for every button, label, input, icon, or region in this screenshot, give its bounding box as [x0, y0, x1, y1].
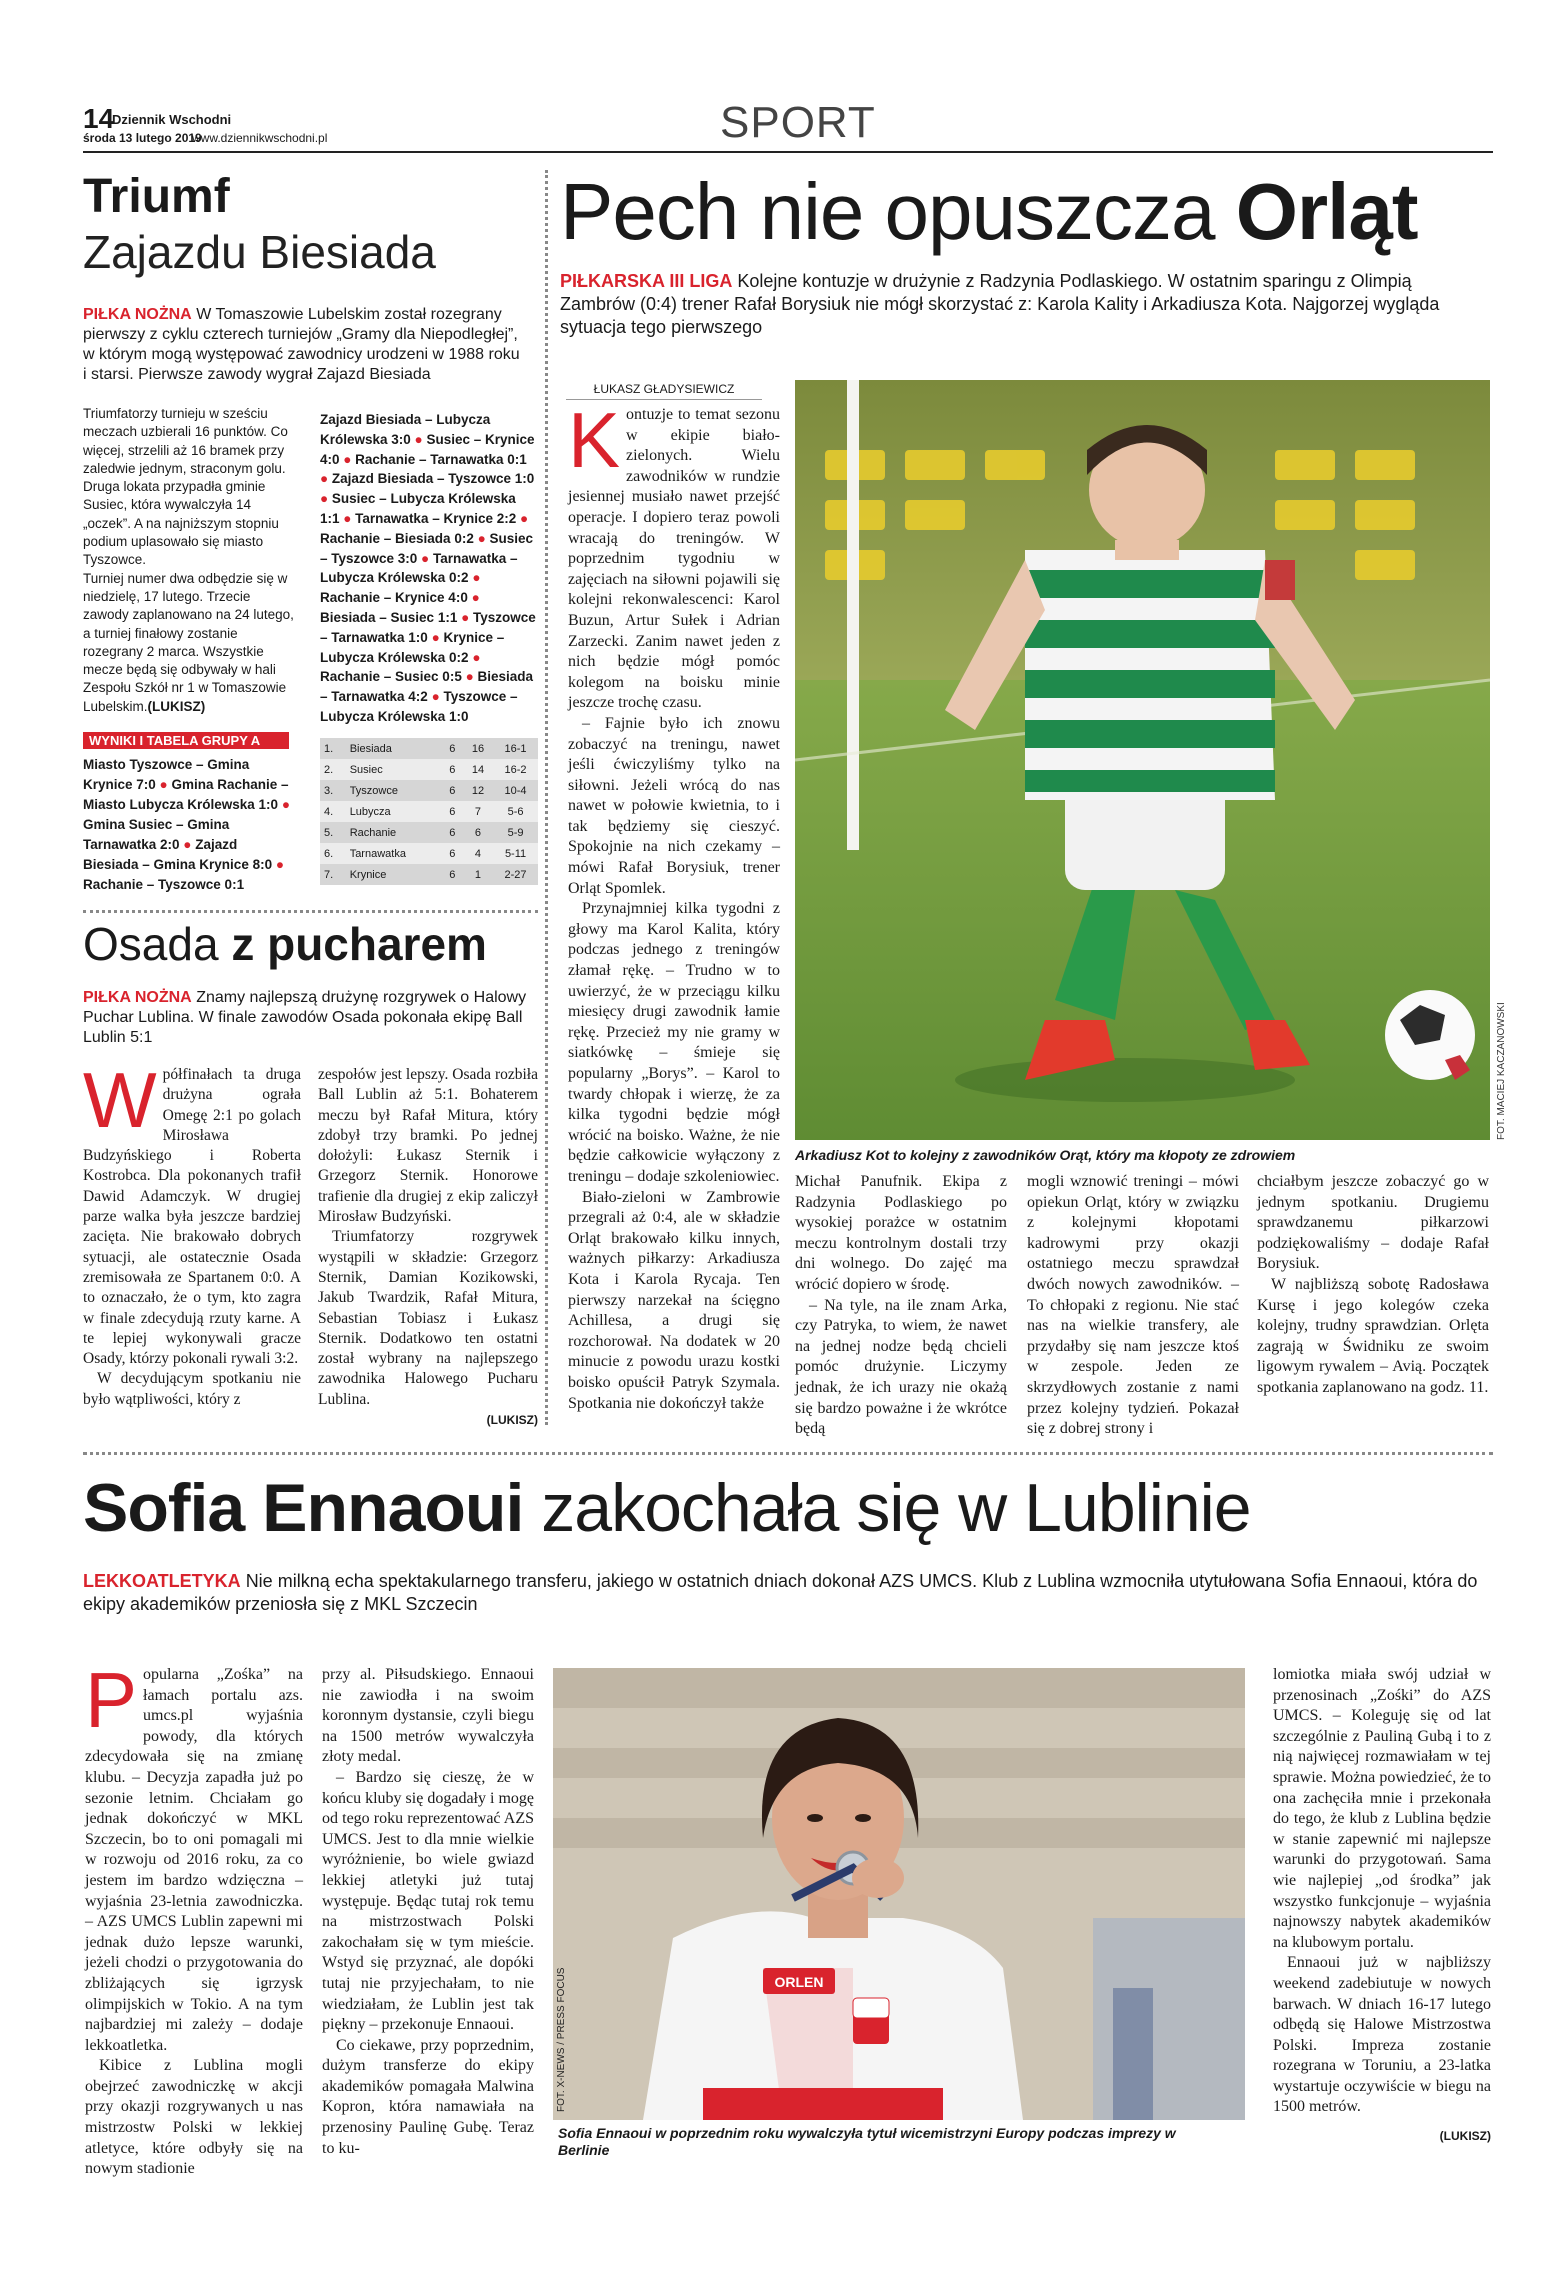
table-cell: 6 — [463, 822, 493, 843]
result-separator-dot: ● — [339, 510, 356, 526]
table-row — [320, 780, 538, 801]
sofia-title-bold: Sofia Ennaoui — [83, 1470, 524, 1546]
sofia-tag: LEKKOATLETYKA — [83, 1571, 241, 1591]
osada-lead-text: Znamy najlepszą drużynę rozgrywek o Halowy Puchar Lublina. W finale zawodów Osada pokonała ekipę Ball Lublin 5:1 — [83, 989, 527, 1046]
result-entry: Miasto Tyszowce – Gmina Krynice 7:0 — [83, 757, 250, 792]
orlat-lead-text: Kolejne kontuzje w drużynie z Radzynia Podlaskiego. W ostatnim sparingu z Olimpią Zambrów (0:4) trener Rafał Borysiuk nie mógł skorzystać z: Karola Kality i Arkadiusza Kota. Najgorzej wygląda sytuacja tego pierwszego — [560, 271, 1440, 337]
table-cell: 14 — [463, 759, 493, 780]
result-entry: Krynice – Lubycza Królewska 0:2 — [320, 629, 505, 665]
sofia-col2 — [322, 1665, 534, 2159]
table-cell: 3. — [320, 780, 346, 801]
result-entry: Zajazd Biesiada – Tyszowce 1:0 — [331, 471, 535, 487]
osada-col2 — [318, 1065, 538, 1430]
table-cell: 6 — [442, 864, 463, 885]
result-separator-dot: ● — [410, 431, 427, 447]
table-cell: 16-2 — [493, 759, 538, 780]
table-cell: 16 — [463, 738, 493, 759]
sofia-photo — [553, 1668, 1245, 2120]
table-row — [320, 759, 538, 780]
header-rule — [83, 151, 1493, 153]
result-entry: Gmina Susiec – Gmina Tarnawatka 2:0 — [83, 817, 230, 852]
jersey-orlen-text: ORLEN — [774, 1974, 824, 1990]
table-row — [320, 801, 538, 822]
table-cell: 7 — [463, 801, 493, 822]
table-cell: Tarnawatka — [346, 843, 442, 864]
orlat-headline — [560, 164, 1417, 260]
triumf-signature: (LUKISZ) — [147, 698, 206, 714]
table-cell: 12 — [463, 780, 493, 801]
osada-col1-p2: W decydującym spotkaniu nie było wątpliwości, który z — [83, 1370, 301, 1408]
result-separator-dot: ● — [417, 550, 433, 566]
result-separator-dot: ● — [461, 669, 478, 685]
paper-name: Dziennik Wschodni — [112, 112, 232, 127]
triumf-tag: PIŁKA NOŻNA — [83, 306, 192, 323]
orlat-col3 — [1027, 1172, 1239, 1440]
result-entry: Tyszowce – Tarnawatka 1:0 — [320, 609, 536, 645]
table-cell: 16-1 — [493, 738, 538, 759]
orlat-col1 — [568, 396, 780, 1414]
table-cell: Tyszowce — [346, 780, 442, 801]
orlat-author: ŁUKASZ GŁADYSIEWICZ — [566, 382, 762, 400]
sofia-col3 — [1273, 1665, 1491, 2147]
football-photo — [795, 380, 1490, 1140]
divider-triumf-osada — [83, 910, 538, 913]
table-cell: 2. — [320, 759, 346, 780]
table-row — [320, 843, 538, 864]
table-cell: Biesiada — [346, 738, 442, 759]
table-cell: 6 — [442, 780, 463, 801]
orlat-col1-p4: Biało-zieloni w Zambrowie przegrali aż 0:4, ale w składzie Orląt brakowało kilku innych, ważnych piłkarzy: Arkadiusza Kota i Karola Rycaja. Ten pierwszy narzekał na ścięgno Achillesa, a drugi się rozchorował. Na dodatek w 20 minucie z powodu urazu kostki boisko opuścił Patryk Szymala. Spotkania nie dokończył także — [568, 1188, 780, 1412]
orlat-col4-p1: chciałbym jeszcze zobaczyć go w jednym spotkaniu. Drugiemu sprawdzanemu piłkarzowi podziękowaliśmy – dodaje Rafał Borysiuk. — [1257, 1173, 1489, 1273]
sofia-lead — [83, 1570, 1493, 1616]
table-cell: 10-4 — [493, 780, 538, 801]
triumf-title-light: Zajazdu Biesiada — [83, 226, 436, 278]
orlat-col2-p1: Michał Panufnik. Ekipa z Radzynia Podlaskiego po wysokiej porażce w ostatnim meczu kontrolnym dostali trzy dni wolnego. Do zajęć ma wrócić dopiero w środę. — [795, 1173, 1007, 1293]
osada-lead — [83, 988, 533, 1048]
result-separator-dot: ● — [468, 649, 481, 665]
result-separator-dot: ● — [468, 570, 481, 586]
result-entry: Rachanie – Tyszowce 0:1 — [83, 877, 245, 892]
orlat-tag: PIŁKARSKA III LIGA — [560, 271, 733, 291]
osada-col1 — [83, 1056, 301, 1410]
osada-col1-p1 — [83, 1056, 301, 1369]
result-separator-dot: ● — [155, 777, 172, 792]
osada-signature: (LUKISZ) — [486, 1413, 538, 1428]
table-cell: 6 — [442, 759, 463, 780]
sofia-col1-p2: Kibice z Lublina mogli obejrzeć zawodniczkę w akcji przy okazji rozgrywanych u nas mistrzostw Polski w lekkiej atletyce, które odbyły się na nowym stadionie — [85, 2057, 303, 2178]
result-entry: Tyszowce – Lubycza Królewska 1:0 — [320, 689, 518, 724]
result-separator-dot: ● — [339, 451, 356, 467]
osada-title-light: Osada — [83, 918, 219, 970]
table-cell: 6 — [442, 738, 463, 759]
sofia-photo-art — [553, 1668, 1245, 2120]
sofia-col2-p1: przy al. Piłsudskiego. Ennaoui nie zawiodła i na swoim koronnym dystansie, czyli biegu na 1500 metrów wywalczyła złoty medal. — [322, 1666, 534, 1766]
result-entry: Susiec – Krynice 4:0 — [320, 431, 535, 467]
table-cell: Lubycza — [346, 801, 442, 822]
table-cell: 5-6 — [493, 801, 538, 822]
osada-col2-p1: zespołów jest lepszy. Osada rozbiła Ball Lublin aż 5:1. Bohaterem meczu był Rafał Mitura, który zdobył trzy bramki. Po jednej dołożyli: Łukasz Sternik i Grzegorz Sternik. Honorowe trafienie dla drugiej z ekip zaliczył Mirosław Budzyński. — [318, 1066, 538, 1226]
orlat-col4 — [1257, 1172, 1489, 1399]
result-entry: Tarnawatka – Lubycza Królewska 0:2 — [320, 550, 518, 586]
sofia-col2-p3: Co ciekawe, przy poprzednim, dużym transferze do ekipy akademików pomagała Malwina Kopron, która namawiała na przenosiny Paulinę Gubę. Teraz to ku- — [322, 2036, 534, 2157]
sofia-col1-p1 — [85, 1656, 303, 2056]
sofia-title-light: zakochała się w Lublinie — [541, 1470, 1251, 1546]
result-separator-dot: ● — [272, 857, 284, 872]
result-separator-dot: ● — [467, 590, 480, 606]
table-cell: 7. — [320, 864, 346, 885]
orlat-col4-p2: W najbliższą sobotę Radosława Kursę i jego kolegów czeka kolejny, trudny sprawdzian. Orlęta zagrają w Świdniku ze swoim ligowym rywalem – Avią. Początek spotkania zaplanowano na godz. 11. — [1257, 1275, 1489, 1396]
orlat-col1-p1-text: ontuzje to temat sezonu w ekipie biało-zielonych. Wielu zawodników w rundzie jesiennej musiało nawet przejść operacje. I dopiero teraz powoli wracają do treningów. W poprzednim tygodniu w zajęciach na siłowni pojawili się kolejni rekonwalescenci: Karol Buzun, Artur Sułek i Adrian Zarzecki. Zanim nawet jeden z nich będzie mógł pomóc kolegom na boisku minie jeszcze trochę czasu. — [568, 406, 780, 712]
result-entry: Susiec – Tyszowce 3:0 — [320, 530, 534, 566]
result-entry: Rachanie – Biesiada 0:2 — [320, 530, 474, 546]
osada-headline — [83, 916, 487, 972]
sofia-dropcap: P — [85, 1656, 138, 1744]
table-row — [320, 738, 538, 759]
triumf-body — [83, 405, 295, 716]
orlat-col2-p2: – Na tyle, na ile znam Arka, czy Patryka, to wiem, że nawet na jednej nodze będą chcieli pomóc drużynie. Liczymy jednak, że ich urazy nie okażą się bardzo poważne i że wkrótce będą — [795, 1296, 1007, 1438]
table-cell: 5-11 — [493, 843, 538, 864]
triumf-body-p2 — [83, 570, 295, 716]
table-cell: 5. — [320, 822, 346, 843]
divider-vertical — [545, 170, 548, 1425]
orlat-col3-p1: mogli wznowić treningi – mówi opiekun Orląt, który w związku z kolejnymi kłopotami kadrowymi przy okazji ostatniego meczu sprawdzał dwóch nowych zawodników. – To chłopaki z regionu. Nie stać nas na wielkie transfery, ale przydałby się nam jeszcze ktoś w zespole. Jeden ze skrzydłowych zostanie z nami przez kolejny tydzień. Pokazał się z dobrej strony i — [1027, 1173, 1239, 1438]
result-entry: Tarnawatka – Krynice 2:2 — [355, 510, 517, 526]
sofia-headline — [83, 1466, 1251, 1550]
sofia-col1 — [85, 1656, 303, 2180]
sofia-lead-text: Nie milkną echa spektakularnego transferu, jakiego w ostatnich dniach dokonał AZS UMCS. Klub z Lublina wzmocniła utytułowana Sofia Ennaoui, która do ekipy akademików przeniosła się z MKL Szczecin — [83, 1571, 1478, 1614]
result-entry: Susiec – Lubycza Królewska 1:1 — [320, 491, 516, 526]
result-separator-dot: ● — [278, 797, 290, 812]
result-entry: Biesiada – Tarnawatka 4:2 — [320, 669, 534, 705]
result-separator-dot: ● — [320, 471, 332, 487]
result-separator-dot: ● — [457, 609, 473, 625]
orlat-photo-credit: FOT. MACIEJ KACZANOWSKI — [1496, 1002, 1507, 1140]
result-entry: Rachanie – Susiec 0:5 — [320, 669, 462, 685]
issue-date: środa 13 lutego 2019 — [83, 131, 202, 145]
triumf-lead-text: W Tomaszowie Lubelskim został rozegrany pierwszy z cyklu czterech turniejów „Gramy dla Niepodległej”, w którym mogą występować zawodnicy urodzeni w 1988 roku i starsi. Pierwsze zawody wygrał Zajazd Biesiada — [83, 306, 520, 383]
table-cell: 5-9 — [493, 822, 538, 843]
paper-url[interactable]: www.dziennikwschodni.pl — [192, 131, 328, 145]
triumf-lead — [83, 305, 523, 385]
orlat-dropcap: K — [568, 396, 621, 484]
table-cell: 4 — [463, 843, 493, 864]
result-separator-dot: ● — [427, 629, 444, 645]
orlat-title-light: Pech nie opuszcza — [560, 167, 1215, 256]
table-cell: 2-27 — [493, 864, 538, 885]
orlat-lead — [560, 270, 1490, 339]
result-separator-dot: ● — [320, 491, 332, 507]
osada-dropcap: W — [83, 1056, 157, 1144]
orlat-col1-p1 — [568, 396, 780, 714]
sofia-col2-p2: – Bardzo się cieszę, że w końcu kluby się dogadały i mogę od tego roku reprezentować AZS UMCS. Jest to dla mnie wielkie wyróżnienie, bo wiele gwiazd lekkiej atletyki już tutaj występuje. Będąc tutaj rok temu na mistrzostwach Polski zakochałam się w tym mieście. Wstyd się przyznać, ale dopóki tutaj nie przyjechałam, to nie wiedziałam, że Lublin jest tak piękny – przekonuje Ennaoui. — [322, 1768, 534, 2034]
table-cell: 6 — [442, 801, 463, 822]
table-cell: 1 — [463, 864, 493, 885]
osada-title-bold: z pucharem — [231, 918, 487, 970]
triumf-body-p1: Triumfatorzy turnieju w sześciu meczach uzbierali 16 punktów. Co więcej, strzelili aż 16 bramek przy zaledwie jednym, straconym golu. Druga lokata przypadła gminie Susiec, która wywalczyła 14 „oczek”. A na najniższym stopniu podium uplasowało się miasto Tyszowce. — [83, 406, 288, 568]
orlat-col1-p3: Przynajmniej kilka tygodni z głowy ma Karol Kalita, który podczas jednego z treningów złamał rękę. – Trudno w to uwierzyć, że w przeciągu kilku miesięcy drugi zawodnik łamie rękę. Przecież my nie gramy w siatkówkę – śmieje się popularny „Borys”. – Karol to twardy chłopak i wierzę, że za kilka tygodni będzie mógł wrócić na boisko. Ważne, że nie będzie całkowicie wyłączony z treningu – dodaje szkoleniowiec. — [568, 900, 780, 1185]
divider-sofia — [83, 1452, 1493, 1455]
results-left — [83, 755, 295, 895]
osada-col2-p2: Triumfatorzy rozgrywek wystąpili w składzie: Grzegorz Sternik, Damian Kozikowski, Jakub Twardzik, Rafał Mitura, Sebastian Tobiasz i Łukasz Sternik. Dodatkowo ten ostatni został wybrany na najlepszego zawodnika Halowego Pucharu Lublina. — [318, 1228, 538, 1408]
triumf-body-p2-text: Turniej numer dwa odbędzie się w niedzielę, 17 lutego. Trzecie zawody zaplanowano na 24 lutego, a turniej finałowy zostanie rozegrany 2 marca. Wszystkie mecze będą się odbywały w hali Zespołu Szkół nr 1 w Tomaszowie Lubelskim. — [83, 570, 294, 714]
group-table-grid — [320, 738, 538, 885]
page-number: 14 — [83, 103, 115, 134]
triumf-headline — [83, 170, 543, 280]
result-entry: Gmina Rachanie – Miasto Lubycza Królewska 1:0 — [83, 777, 289, 812]
result-separator-dot: ● — [179, 837, 196, 852]
group-table — [320, 738, 538, 885]
results-label: WYNIKI I TABELA GRUPY A — [83, 732, 289, 749]
table-cell: 4. — [320, 801, 346, 822]
sofia-col3-p1: lomiotka miała swój udział w przenosinach „Zośki” do AZS UMCS. – Koleguję się od lat szczególnie z Pauliną Gubą i to z nią najwięcej rozmawiałam w tej sprawie. Można powiedzieć, że to ona zachęciła mnie i przekonała do tego, że klub z Lublina będzie w stanie zapewnić mi najlepsze warunki do przygotowań. Sama wie najlepiej „od środka” jak wszystko funkcjonuje – wyjaśnia najnowszy nabytek akademików na klubowym portalu. — [1273, 1666, 1491, 1951]
result-separator-dot: ● — [473, 530, 490, 546]
table-cell: 6. — [320, 843, 346, 864]
result-entry: Zajazd Biesiada – Lubycza Królewska 3:0 — [320, 412, 491, 447]
table-cell: Susiec — [346, 759, 442, 780]
sofia-signature: (LUKISZ) — [1439, 2129, 1491, 2144]
result-separator-dot: ● — [516, 510, 529, 526]
section-title: SPORT — [720, 98, 876, 147]
table-cell: 1. — [320, 738, 346, 759]
result-entry: Zajazd Biesiada – Gmina Krynice 8:0 — [83, 837, 273, 872]
table-row — [320, 822, 538, 843]
sofia-photo-credit: FOT. X-NEWS / PRESS FOCUS — [556, 1967, 567, 2112]
orlat-title-bold: Orląt — [1235, 167, 1418, 256]
sofia-caption: Sofia Ennaoui w poprzednim roku wywalczyła tytuł wicemistrzyni Europy podczas imprezy w Berlinie — [558, 2125, 1176, 2158]
results-right — [320, 410, 538, 727]
result-entry: Rachanie – Krynice 4:0 — [320, 590, 468, 606]
table-cell: Rachanie — [346, 822, 442, 843]
triumf-title-bold: Triumf — [83, 170, 230, 223]
result-separator-dot: ● — [427, 689, 444, 705]
osada-col1-p1-text: półfinałach ta druga drużyna ograła Omegę 2:1 po golach Mirosława Budzyńskiego i Roberta Kostrobca. Dla pokonanych trafił Dawid Adamczyk. W drugiej parze walka była jeszcze bardziej zacięta. Nie brakowało dobrych sytuacji, ale ostatecznie Osada zremisowała ze Spartanem 0:0. A to oznaczało, że o tym, kto zagra w finale zdecydują rzuty karne. A te lepiej wykonywali gracze Osady, którzy pokonali rywali 3:2. — [83, 1066, 301, 1368]
result-entry: Rachanie – Tarnawatka 0:1 — [355, 451, 527, 467]
sofia-col3-p2: Ennaoui już w najbliższy weekend zadebiutuje w nowych barwach. W dniach 16-17 lutego odbędą się Halowe Mistrzostwa Polski. Impreza zostanie rozegrana w Toruniu, a 23-latka wystartuje oczywiście w biegu na 1500 metrów. — [1273, 1954, 1491, 2116]
orlat-col2 — [795, 1172, 1007, 1440]
result-entry: Biesiada – Susiec 1:1 — [320, 609, 458, 625]
orlat-caption: Arkadiusz Kot to kolejny z zawodników Orąt, który ma kłopoty ze zdrowiem — [795, 1147, 1296, 1163]
table-cell: Krynice — [346, 864, 442, 885]
table-row — [320, 864, 538, 885]
football-photo-art — [795, 380, 1490, 1140]
orlat-col1-p2: – Fajnie było ich znowu zobaczyć na treningu, nawet jeśli ćwiczyliśmy tylko na siłowni. Jeżeli wrócą do nas nawet w połowie kwietnia, to i tak będziemy się cieszyć. Spokojnie na nich czekamy – mówi Rafał Borysiuk, trener Orląt Spomlek. — [568, 714, 780, 897]
table-cell: 6 — [442, 822, 463, 843]
table-cell: 6 — [442, 843, 463, 864]
sofia-col1-p1-text: opularna „Zośka” na łamach portalu azs. umcs.pl wyjaśnia powody, dla których zdecydowała się na zmianę klubu. – Decyzja zapadła już po sezonie letnim. Chciałam go jednak dokończyć w MKL Szczecin, bo to oni pomagali mi w rozwoju od 2016 roku, za co jestem im bardzo wdzięczna – wyjaśnia 23-letnia zawodniczka. – AZS UMCS Lublin zapewni mi jednak dużo lepsze warunki, jeżeli chodzi o przygotowania do zbliżających się igrzysk olimpijskich w Tokio. A na tym najbardziej mi zależy – dodaje lekkoatletka. — [85, 1666, 303, 2054]
osada-tag: PIŁKA NOŻNA — [83, 989, 192, 1006]
